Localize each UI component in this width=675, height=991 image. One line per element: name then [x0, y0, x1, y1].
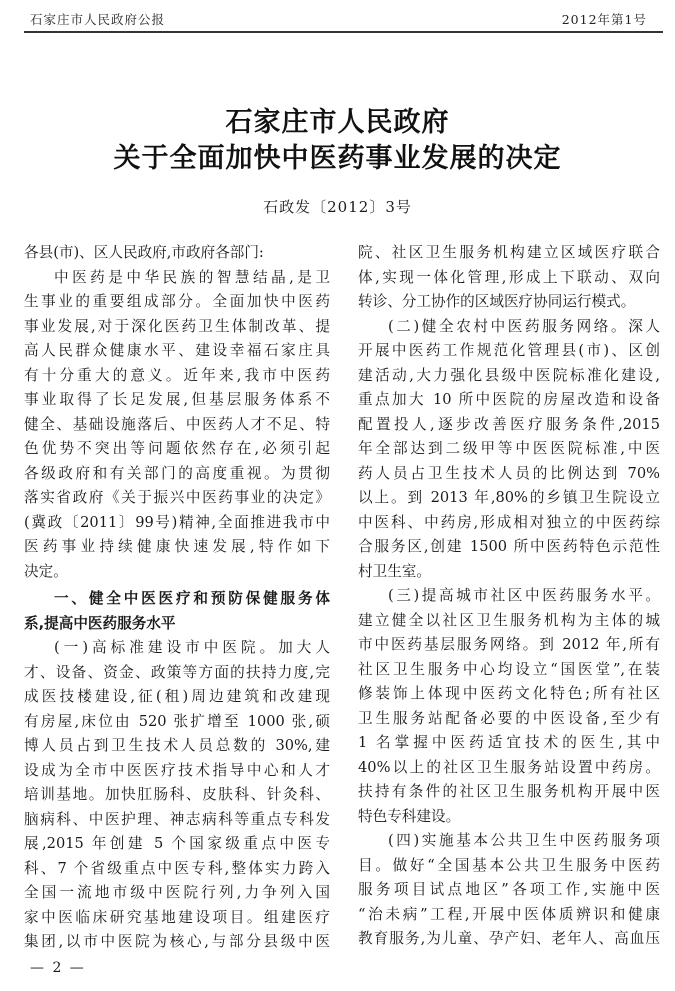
text-line: 扶持有条件的社区卫生服务机构开展中医: [358, 783, 660, 800]
section-heading-line: 一、健全中医医疗和预防保健服务体: [54, 590, 330, 607]
text-line: 合服务区,创建 1500 所中医药特色示范性: [358, 538, 660, 555]
text-line: 决定。: [24, 562, 68, 580]
left-column: [24, 241, 330, 955]
page-number: — 2 —: [30, 960, 86, 976]
text-line: 家中医临床研究基地建设项目。组建医疗: [24, 908, 330, 926]
text-line: 院、社区卫生服务机构建立区域医疗联合: [358, 244, 660, 261]
text-line: 建活动,大力强化县级中医院标准化建设,: [358, 366, 660, 384]
issue-number: 2012年第1号: [561, 12, 647, 27]
text-line: 中医科、中药房,形成相对独立的中医药综: [358, 513, 660, 531]
text-line: 目。做好“全国基本公共卫生服务中医药: [358, 856, 660, 874]
text-line: 年全部达到二级甲等中医医院标准,中医: [358, 440, 660, 457]
text-line: 设成为全市中医医疗技术指导中心和人才: [24, 761, 330, 779]
text-line: 中医药是中华民族的智慧结晶,是卫: [54, 268, 330, 286]
text-line: 色优势不突出等问题依然存在,必须引起: [24, 440, 330, 457]
text-line: 开展中医药工作规范化管理县(市)、区创: [358, 342, 660, 359]
text-line: 市中医药基层服务网络。到 2012 年,所有: [358, 636, 660, 653]
text-line: 科、7 个省级重点中医专科,整体实力跨入: [24, 859, 330, 877]
text-line: 1 名掌握中医药适宜技术的医生,其中: [358, 734, 660, 751]
text-line: 脑病科、中医护理、神志病科等重点专科发: [24, 810, 330, 828]
text-line: 高人民群众健康水平、建设幸福石家庄具: [24, 342, 330, 359]
text-line: 服务项目试点地区”各项工作,实施中医: [358, 881, 660, 898]
text-line: 转诊、分工协作的区域医疗协同运行模式。: [358, 293, 636, 310]
text-line: 有房屋,床位由 520 张扩增至 1000 张,硕: [24, 712, 330, 730]
text-line: 事业取得了长足发展,但基层服务体系不: [24, 391, 330, 408]
text-line: “治未病”工程,开展中医体质辨识和健康: [358, 905, 660, 923]
text-line: 博人员占到卫生技术人员总数的 30%,建: [24, 737, 330, 754]
text-line: 集团,以市中医院为核心,与部分县级中医: [24, 933, 330, 950]
document-title-line2: 关于全面加快中医药事业发展的决定: [113, 143, 562, 174]
text-line: 特色专科建设。: [358, 807, 461, 825]
header-rule: [24, 31, 663, 33]
text-line: 卫生服务站配备必要的中医设备,至少有: [358, 709, 660, 727]
text-line: 健全、基础设施落后、中医药人才不足、特: [24, 415, 330, 433]
document-number: 石政发〔2012〕3号: [263, 198, 412, 216]
text-line: 建立健全以社区卫生服务机构为主体的城: [358, 611, 660, 629]
text-line: 40%以上的社区卫生服务站设置中药房。: [358, 758, 660, 776]
text-line: 社区卫生服务中心均设立“国医堂”,在装: [358, 660, 660, 678]
text-line: 展,2015 年创建 5 个国家级重点中医专: [24, 835, 330, 852]
text-line: (冀政〔2011〕99号)精神,全面推进我市中: [24, 513, 330, 531]
text-line: 才、设备、资金、政策等方面的扶持力度,完: [24, 663, 330, 681]
text-line: 医药事业持续健康快速发展,特作如下: [24, 538, 330, 555]
right-column: [358, 241, 660, 952]
text-line: 各级政府和有关部门的高度重视。为贯彻: [24, 464, 330, 482]
text-line: 生事业的重要组成部分。全面加快中医药: [24, 293, 330, 310]
text-line: 培训基地。加快肛肠科、皮肤科、针灸科、: [24, 786, 330, 803]
document-title-line1: 石家庄市人民政府: [225, 107, 450, 138]
text-line: 配置投人,逐步改善医疗服务条件,2015: [358, 415, 660, 433]
publication-name: 石家庄市人民政府公报: [30, 12, 166, 27]
text-line: 成医技楼建设,征(租)周边建筑和改建现: [24, 688, 330, 705]
text-line: 以上。到 2013 年,80%的乡镇卫生院设立: [358, 489, 660, 506]
text-line: (四)实施基本公共卫生中医药服务项: [388, 832, 660, 849]
text-line: 事业发展,对于深化医药卫生体制改革、提: [24, 317, 330, 335]
text-line: 落实省政府《关于振兴中医药事业的决定》: [24, 489, 330, 506]
text-line: (一)高标准建设市中医院。加大人: [54, 639, 330, 656]
text-line: 教育服务,为儿童、孕产妇、老年人、高血压: [358, 930, 660, 947]
text-line: (三)提高城市社区中医药服务水平。: [388, 587, 660, 604]
text-line: 药人员占卫生技术人员的比例达到 70%: [358, 464, 660, 482]
text-line: 全国一流地市级中医院行列,力争列入国: [24, 884, 330, 901]
text-line: 体,实现一体化管理,形成上下联动、双向: [358, 268, 660, 286]
text-line: 各县(市)、区人民政府,市政府各部门:: [24, 244, 264, 261]
text-line: 有十分重大的意义。近年来,我市中医药: [24, 366, 330, 384]
section-heading-line: 系,提高中医药服务水平: [24, 614, 176, 632]
text-line: 重点加大 10 所中医院的房屋改造和设备: [358, 391, 660, 408]
text-line: 修装饰上体现中医药文化特色;所有社区: [358, 685, 660, 702]
text-line: (二)健全农村中医药服务网络。深人: [388, 317, 660, 335]
text-line: 村卫生室。: [358, 562, 431, 580]
